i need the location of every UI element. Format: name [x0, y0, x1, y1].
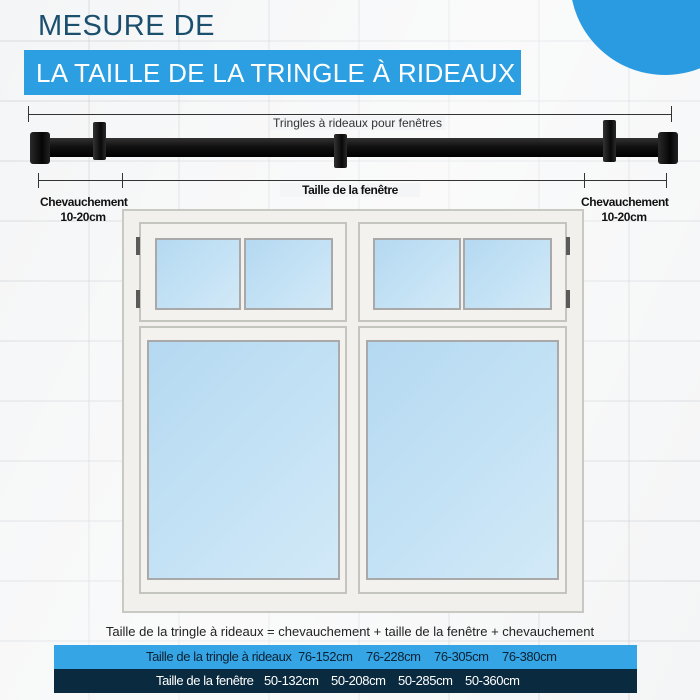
window-pane-top-1: [155, 238, 241, 310]
window-size-value-2: 50-208cm: [331, 673, 386, 688]
rod-bracket-right: [603, 120, 616, 162]
window-size-value-4: 50-360cm: [465, 673, 520, 688]
window-pane-top-4: [463, 238, 552, 310]
left-overlap-title: Chevauchement: [40, 195, 128, 209]
window-pane-top-2: [244, 238, 333, 310]
rod-length-dimension-line: [28, 114, 672, 115]
dim-tick-window-right: [584, 173, 585, 188]
window-size-value-1: 50-132cm: [264, 673, 319, 688]
rod-length-tick-right: [671, 106, 672, 122]
rod-size-row-label: Taille de la tringle à rideaux: [146, 649, 292, 664]
rod-length-tick-left: [28, 106, 29, 122]
right-overlap-range: 10-20cm: [601, 210, 647, 224]
dim-tick-window-left: [122, 173, 123, 188]
curtain-rod: [38, 138, 668, 157]
rod-endcap-left: [30, 132, 50, 164]
window-size-row-label: Taille de la fenêtre: [156, 673, 254, 688]
window-hinge-right-top: [566, 237, 570, 255]
window-size-value-3: 50-285cm: [398, 673, 453, 688]
rod-size-value-3: 76-305cm: [434, 649, 489, 664]
window-width-label: Taille de la fenêtre: [280, 183, 420, 197]
right-overlap-title: Chevauchement: [581, 195, 669, 209]
window-pane-top-3: [373, 238, 461, 310]
rod-bracket-left: [93, 122, 106, 160]
title-banner: [24, 50, 521, 95]
rod-size-value-1: 76-152cm: [298, 649, 353, 664]
window-hinge-right-bottom: [566, 290, 570, 308]
window-hinge-left-bottom: [136, 290, 140, 308]
rod-endcap-right: [658, 132, 678, 164]
title-line-2: LA TAILLE DE LA TRINGLE À RIDEAUX: [36, 58, 516, 88]
rod-label: Tringles à rideaux pour fenêtres: [270, 116, 445, 130]
title-line-1: MESURE DE: [38, 10, 215, 42]
window-dimension-line: [38, 180, 666, 181]
left-overlap-range: 10-20cm: [60, 210, 106, 224]
window-size-row: [54, 669, 637, 693]
dim-tick-right: [666, 173, 667, 188]
rod-bracket-center: [334, 134, 347, 168]
rod-size-value-4: 76-380cm: [502, 649, 557, 664]
window-pane-bottom-right: [366, 340, 559, 580]
window-pane-bottom-left: [147, 340, 340, 580]
rod-size-row: [54, 645, 637, 669]
window-hinge-left-top: [136, 237, 140, 255]
dim-tick-left: [38, 173, 39, 188]
rod-size-value-2: 76-228cm: [366, 649, 421, 664]
size-formula: Taille de la tringle à rideaux = chevauchement + taille de la fenêtre + chevauchement: [105, 624, 595, 639]
